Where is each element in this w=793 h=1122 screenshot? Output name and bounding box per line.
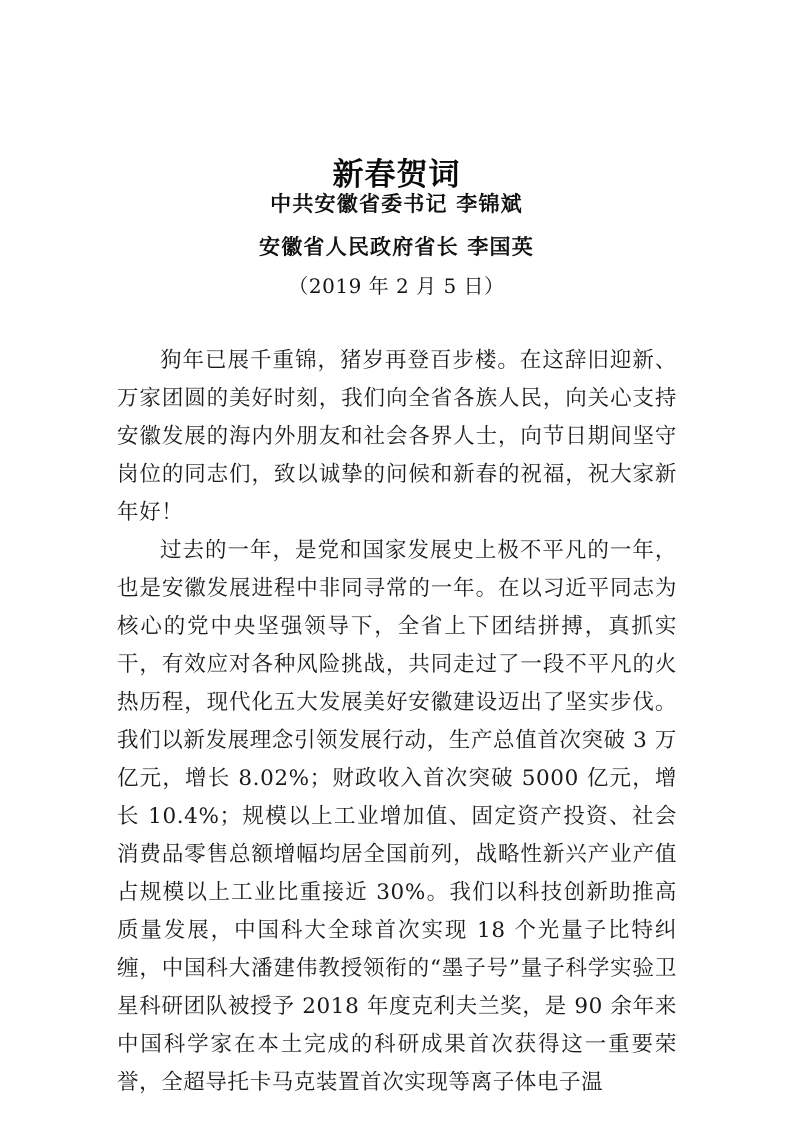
page-title: 新春贺词	[332, 156, 461, 193]
body-paragraph-1: 狗年已展千重锦，猪岁再登百步楼。在这辞旧迎新、万家团圆的美好时刻，我们向全省各族人民，向关心支持安徽发展的海内外朋友和社会各界人士，向节日期间坚守岗位的同志们，致以诚挚的问候和新春的祝福，祝大家新年好！	[117, 348, 677, 525]
document-date: （2019 年 2 月 5 日）	[288, 274, 505, 298]
body-paragraph-2: 过去的一年，是党和国家发展史上极不平凡的一年，也是安徽发展进程中非同寻常的一年。在以习近平同志为核心的党中央坚强领导下，全省上下团结拼搏，真抓实干，有效应对各种风险挑战，共同走过了一段不平凡的火热历程，现代化五大发展美好安徽建设迈出了坚实步伐。我们以新发展理念引领发展行动，生产总值首次突破 3 万亿元，增长 8.02%；财政收入首次突破 5000 亿元，增长 10.4%；规模以上工业增加值、固定资产投资、社会消费品零售总额增幅均居全国前列，战略性新兴产业产值占规模以上工业比重接近 30%。我们以科技创新助推高质量发展，中国科大全球首次实现 18 个光量子比特纠缠，中国科大潘建伟教授领衔的“墨子号”量子科学实验卫星科研团队被授予 2018 年度克利夫兰奖，是 90 余年来中国科学家在本土完成的科研成果首次获得这一重要荣誉，全超导托卡马克装置首次实现等离子体电子温	[117, 538, 677, 1095]
byline-party-secretary: 中共安徽省委书记 李锦斌	[270, 191, 523, 216]
byline-governor: 安徽省人民政府省长 李国英	[259, 234, 534, 259]
document-body	[117, 342, 677, 1102]
